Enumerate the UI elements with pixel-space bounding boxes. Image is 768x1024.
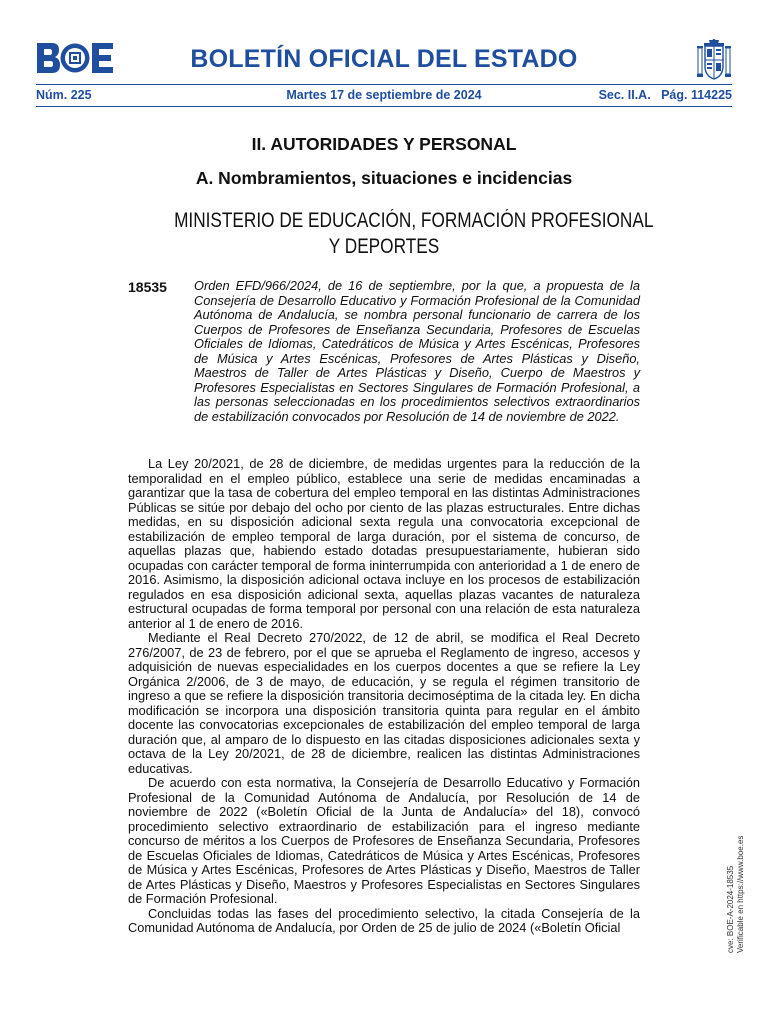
page-header xyxy=(36,38,732,82)
verification-sidebar xyxy=(726,813,746,953)
ministry-line-2: Y DEPORTES xyxy=(328,235,440,258)
paragraph: De acuerdo con esta normativa, la Consejería de Desarrollo Educativo y Formación Profesional de la Comunidad Autónoma de Andalucía, por Resolución de 14 de noviembre de 2022 («Boletín Oficial de la Junta de Andalucía» del 18), convocó procedimiento selectivo extraordinario de estabilización para el ingreso mediante concurso de méritos a los Cuerpos de Profesores de Enseñanza Secundaria, Profesores de Escuelas Oficiales de Idiomas, Catedráticos de Música y Artes Escénicas, Profesores de Música y Artes Escénicas, Profesores de Artes Plásticas y Diseño, Maestros de Taller de Artes Plásticas y Diseño, Maestros y Profesores Especialistas en Sectores Singulares de Formación Profesional. xyxy=(128,775,640,906)
paragraph: Concluidas todas las fases del procedimiento selectivo, la citada Consejería de la Comunidad Autónoma de Andalucía, por Orden de 25 de julio de 2024 («Boletín Oficial xyxy=(128,905,640,935)
newspaper-title: BOLETÍN OFICIAL DEL ESTADO xyxy=(190,45,578,73)
header-meta xyxy=(36,88,732,104)
section-label: Sec. II.A. xyxy=(598,88,651,102)
ministry-line-1: MINISTERIO DE EDUCACIÓN, FORMACIÓN PROFESIONAL xyxy=(174,209,654,232)
header-rule-top xyxy=(36,84,732,85)
section-title: II. AUTORIDADES Y PERSONAL xyxy=(251,134,517,154)
disposition-number: 18535 xyxy=(128,279,167,295)
paragraph: La Ley 20/2021, de 28 de diciembre, de medidas urgentes para la reducción de la temporalidad en el empleo público, establece una serie de medidas encaminadas a garantizar que la tasa de cobertura del empleo temporal en las distintas Administraciones Públicas se sitúe por debajo del ocho por ciento de las plazas estructurales. Entre dichas medidas, en su disposición adicional sexta regula una convocatoria excepcional de estabilización de empleo temporal de larga duración, por el sistema de concurso, de aquellas plazas que, habiendo estado dotadas presupuestariamente, hubieran sido ocupadas con carácter temporal de forma ininterrumpida con anterioridad a 1 de enero de 2016. Asimismo, la disposición adicional octava incluye en los procesos de estabilización regulados en esa disposición adicional sexta, aquellas plazas vacantes de naturaleza estructural ocupadas de forma temporal por personal con una relación de esta naturaleza anterior al 1 de enero de 2016. xyxy=(128,456,640,631)
section-subtitle: A. Nombramientos, situaciones e incidencias xyxy=(195,168,573,188)
issue-date: Martes 17 de septiembre de 2024 xyxy=(286,88,482,102)
verification-link[interactable]: Verificable en https://www.boe.es xyxy=(736,835,745,953)
issue-number: Núm. 225 xyxy=(36,88,92,102)
header-rule-bottom xyxy=(36,106,732,107)
cve-code: cve: BOE-A-2024-18535 xyxy=(726,865,735,953)
page-number: Pág. 114225 xyxy=(661,88,732,102)
section-page xyxy=(599,88,732,102)
document-body xyxy=(128,457,640,936)
paragraph: Mediante el Real Decreto 270/2022, de 12 de abril, se modifica el Real Decreto 276/2007, de 23 de febrero, por el que se aprueba el Reglamento de ingreso, accesos y adquisición de nuevas especialidades en los cuerpos docentes a que se refiere la Ley Orgánica 2/2006, de 3 de mayo, de educación, y se regula el régimen transitorio de ingreso a que se refiere la disposición transitoria decimoséptima de la citada ley. En dicha modificación se incorpora una disposición transitoria quinta para regular en el ámbito docente las convocatorias excepcionales de estabilización del empleo temporal de larga duración que, al amparo de lo dispuesto en las citadas disposiciones adicionales sexta y octava de la Ley 20/2021, de 28 de diciembre, realicen las distintas Administraciones educativas. xyxy=(128,630,640,776)
ministry-heading xyxy=(174,208,654,260)
spanish-coat-of-arms-icon xyxy=(696,38,732,82)
disposition-summary: Orden EFD/966/2024, de 16 de septiembre, por la que, a propuesta de la Consejería de Desarrollo Educativo y Formación Profesional de la Comunidad Autónoma de Andalucía, se nombra personal funcionario de carrera de los Cuerpos de Profesores de Enseñanza Secundaria, Profesores de Escuelas Oficiales de Idiomas, Catedráticos de Música y Artes Escénicas, Profesores de Música y Artes Escénicas, Profesores de Artes Plásticas y Diseño, Maestros de Taller de Artes Plásticas y Diseño, Cuerpo de Maestros y Profesores Especialistas en Sectores Singulares de Formación Profesional, a las personas seleccionadas en los procedimientos selectivos extraordinarios de estabilización convocados por Resolución de 14 de noviembre de 2022. xyxy=(194,278,640,424)
